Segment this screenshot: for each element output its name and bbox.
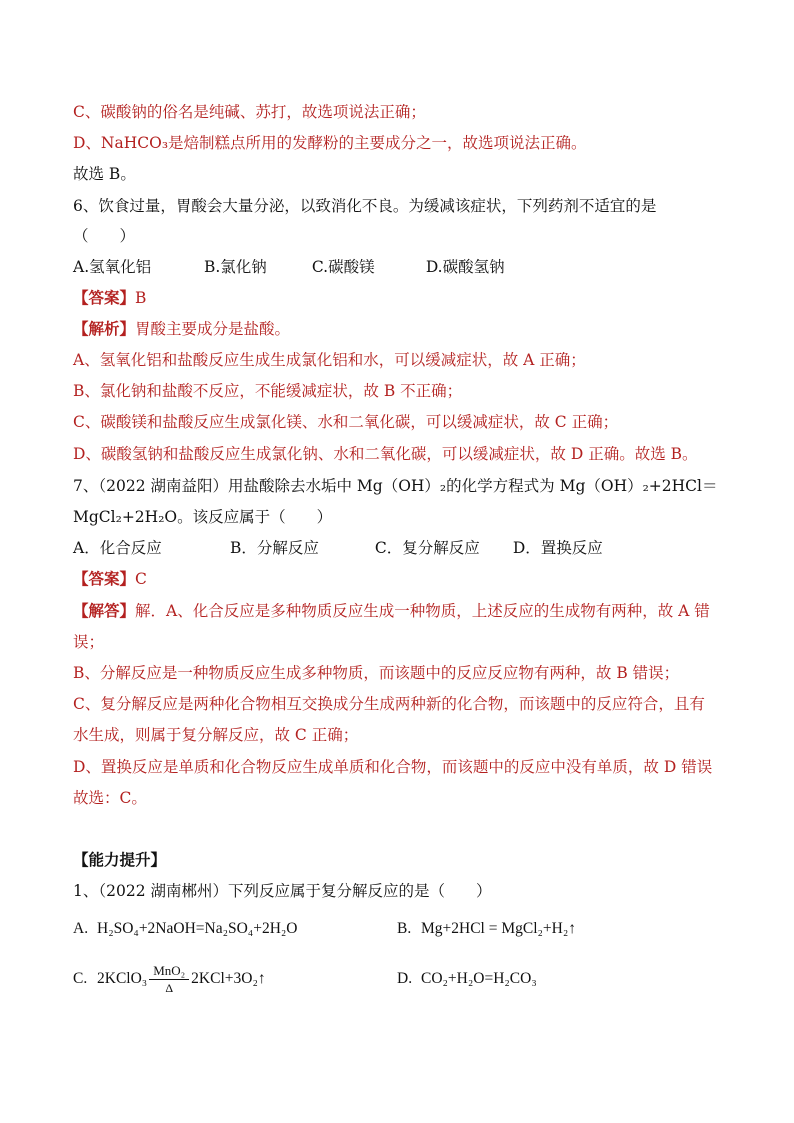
prev-option-d: D、NaHCO₃是焙制糕点所用的发酵粉的主要成分之一，故选项说法正确。 (73, 134, 587, 152)
q7-analysis-a (73, 600, 710, 622)
q7-option-d: D．置换反应 (512, 539, 603, 557)
q6-paren: （ ） (73, 227, 136, 245)
q6-analysis-text: 胃酸主要成分是盐酸。 (135, 320, 291, 338)
ability-q1-option-a (73, 918, 298, 940)
option-c-products: 2KCl+3O₂↑ (191, 970, 266, 987)
q6-answer-value: B (135, 289, 147, 307)
q7-answer (73, 568, 147, 590)
q6-answer (73, 287, 146, 309)
q7-analysis-a-text: 解．A、化合反应是多种物质反应生成一种物质，上述反应的生成物有两种，故 A 错 (135, 602, 710, 620)
q7-option-b: B．分解反应 (229, 539, 319, 557)
q6-analysis-b: B、氯化钠和盐酸不反应，不能缓减症状，故 B 不正确； (73, 382, 463, 400)
catalyst-label: MnO₂ (149, 963, 189, 980)
q6-analysis-a: A、氢氧化铝和盐酸反应生成生成氯化铝和水，可以缓减症状，故 A 正确； (73, 351, 586, 369)
ability-q1-option-c (73, 956, 266, 1002)
q6-analysis-c: C、碳酸镁和盐酸反应生成氯化镁、水和二氧化碳，可以缓减症状，故 C 正确； (73, 413, 619, 431)
q7-options (73, 537, 603, 559)
q7-analysis-label: 【解答】 (73, 601, 136, 620)
option-c-reactant: 2KClO₃ (97, 970, 148, 987)
ability-q1-option-d (397, 968, 537, 990)
q6-options (73, 256, 505, 278)
q7-choice: 故选：C。 (73, 789, 147, 807)
option-b-label: B. (397, 920, 412, 937)
option-d-equation: CO₂+H₂O=H₂CO₃ (421, 970, 537, 987)
section-heading: 【能力提升】 (73, 850, 167, 869)
ability-q1-stem: 1、（2022 湖南郴州）下列反应属于复分解反应的是（ ） (73, 882, 492, 900)
option-b-equation: Mg+2HCl = MgCl₂+H₂↑ (421, 920, 577, 937)
q7-analysis-d: D、置换反应是单质和化合物反应生成单质和化合物，而该题中的反应中没有单质，故 D 错误 (73, 758, 713, 776)
option-a-equation: H₂SO₄+2NaOH=Na₂SO₄+2H₂O (97, 920, 298, 937)
q6-stem: 6、饮食过量，胃酸会大量分泌，以致消化不良。为缓减该症状，下列药剂不适宜的是 (73, 197, 657, 215)
option-a-label: A. (73, 920, 89, 937)
ability-q1-option-b (397, 918, 576, 940)
q6-analysis-d: D、碳酸氢钠和盐酸反应生成氯化钠、水和二氧化碳，可以缓减症状，故 D 正确。故选 B。 (73, 445, 698, 463)
option-c-label: C. (73, 970, 88, 987)
q6-option-c: C.碳酸镁 (311, 258, 375, 276)
q7-analysis-a-cont: 误； (73, 633, 105, 651)
q7-answer-label: 【答案】 (73, 569, 136, 588)
q7-stem-line2: MgCl₂+2H₂O。该反应属于（ ） (73, 508, 333, 526)
q6-option-a: A.氢氧化铝 (73, 258, 152, 276)
heat-symbol: Δ (165, 980, 174, 995)
prev-option-c: C、碳酸钠的俗名是纯碱、苏打，故选项说法正确； (73, 103, 426, 121)
reaction-condition (149, 963, 189, 996)
q7-stem-line1: 7、（2022 湖南益阳）用盐酸除去水垢中 Mg（OH）₂的化学方程式为 Mg（OH）₂+2HCl＝ (73, 477, 718, 495)
q6-answer-label: 【答案】 (73, 288, 136, 307)
option-d-label: D. (397, 970, 413, 987)
q7-option-a: A．化合反应 (73, 539, 162, 557)
q7-option-c: C．复分解反应 (374, 539, 480, 557)
q6-analysis (73, 318, 290, 340)
q7-analysis-c2: 水生成，则属于复分解反应，故 C 正确； (73, 726, 359, 744)
q7-analysis-b: B、分解反应是一种物质反应生成多种物质，而该题中的反应反应物有两种，故 B 错误； (73, 664, 680, 682)
q6-option-b: B.氯化钠 (203, 258, 267, 276)
q7-analysis-c1: C、复分解反应是两种化合物相互交换成分生成两种新的化合物，而该题中的反应符合，且有 (73, 695, 705, 713)
q6-analysis-label: 【解析】 (73, 319, 136, 338)
q7-answer-value: C (135, 570, 147, 588)
prev-choice: 故选 B。 (73, 165, 136, 183)
q6-option-d: D.碳酸氢钠 (425, 258, 505, 276)
